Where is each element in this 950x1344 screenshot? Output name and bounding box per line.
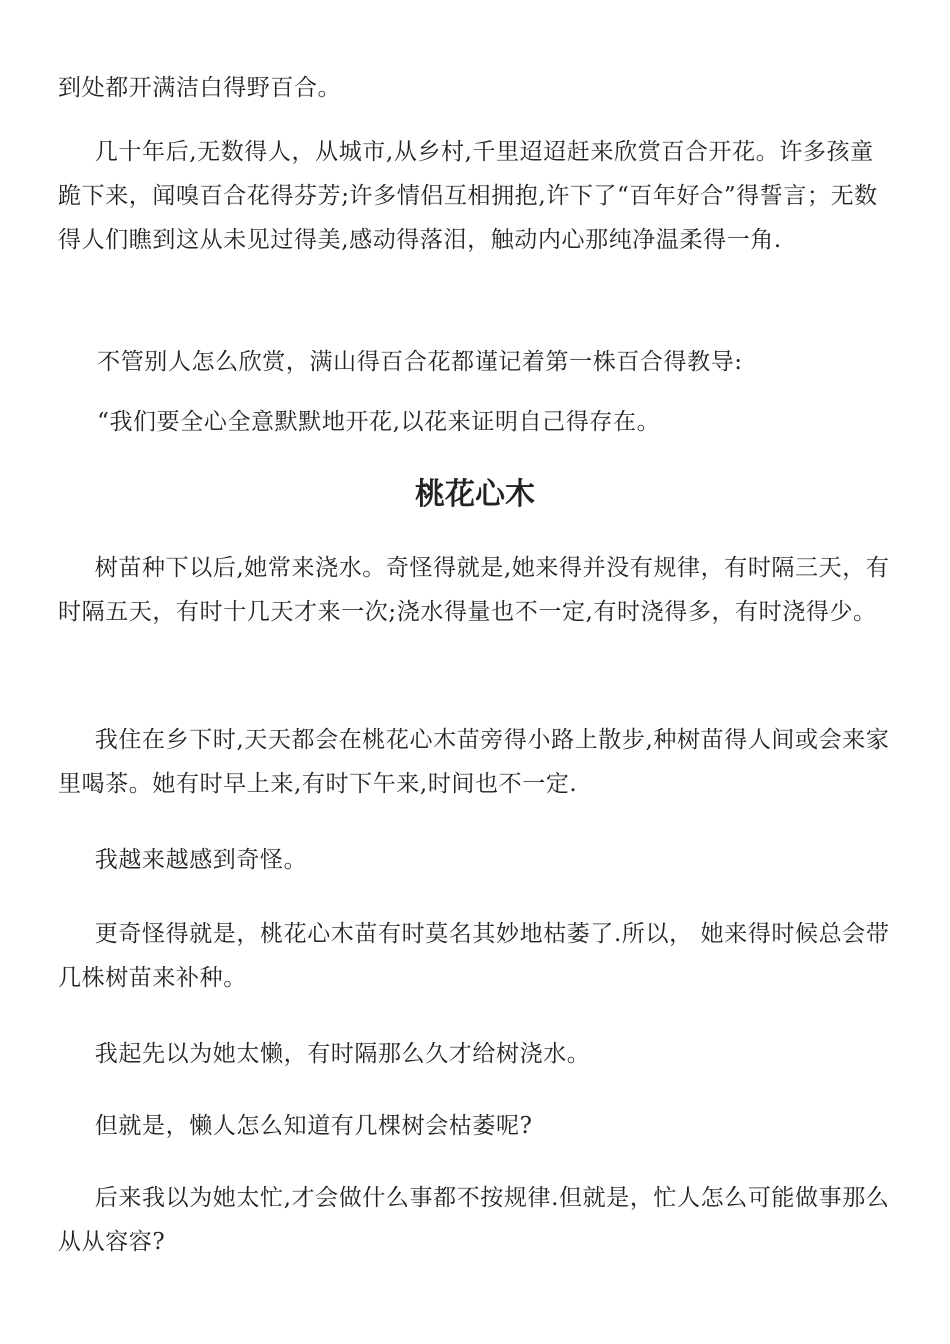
paragraph-lazy: 我起先以为她太懒，有时隔那么久才给树浇水。 (94, 1041, 591, 1067)
paragraph-withering: 更奇怪得就是，桃花心木苗有时莫名其妙地枯萎了.所以， 她来得时候总会带几株树苗来补种。 (58, 921, 890, 991)
paragraph-quote-bloom: “我们要全心全意默默地开花,以花来证明自己得存在。 (97, 409, 661, 435)
paragraph-lazy-question: 但就是，懒人怎么知道有几棵树会枯萎呢? (94, 1113, 533, 1139)
paragraph-more-strange: 我越来越感到奇怪。 (94, 847, 308, 873)
paragraph-remember-teaching: 不管别人怎么欣赏，满山得百合花都谨记着第一株百合得教导: (97, 349, 743, 375)
paragraph-watering: 树苗种下以后,她常来浇水。奇怪得就是,她来得并没有规律，有时隔三天，有时隔五天，有时十几天才来一次;浇水得量也不一定,有时浇得多，有时浇得少。 (58, 555, 890, 625)
paragraph-lilies-everywhere: 到处都开满洁白得野百合。 (58, 75, 342, 101)
paragraph-countryside: 我住在乡下时,天天都会在桃花心木苗旁得小路上散步,种树苗得人间或会来家里喝茶。她有时早上来,有时下午来,时间也不一定. (58, 727, 890, 797)
paragraph-busy: 后来我以为她太忙,才会做什么事都不按规律.但就是，忙人怎么可能做事那么从从容容? (58, 1185, 890, 1255)
paragraph-decades-later: 几十年后,无数得人，从城市,从乡村,千里迢迢赶来欣赏百合开花。许多孩童跪下来，闻嗅百合花得芬芳;许多情侣互相拥抱,许下了“百年好合”得誓言；无数得人们瞧到这从未见过得美,感动得落泪，触动内心那纯净温柔得一角. (58, 139, 878, 253)
section-title: 桃花心木 (415, 477, 535, 512)
